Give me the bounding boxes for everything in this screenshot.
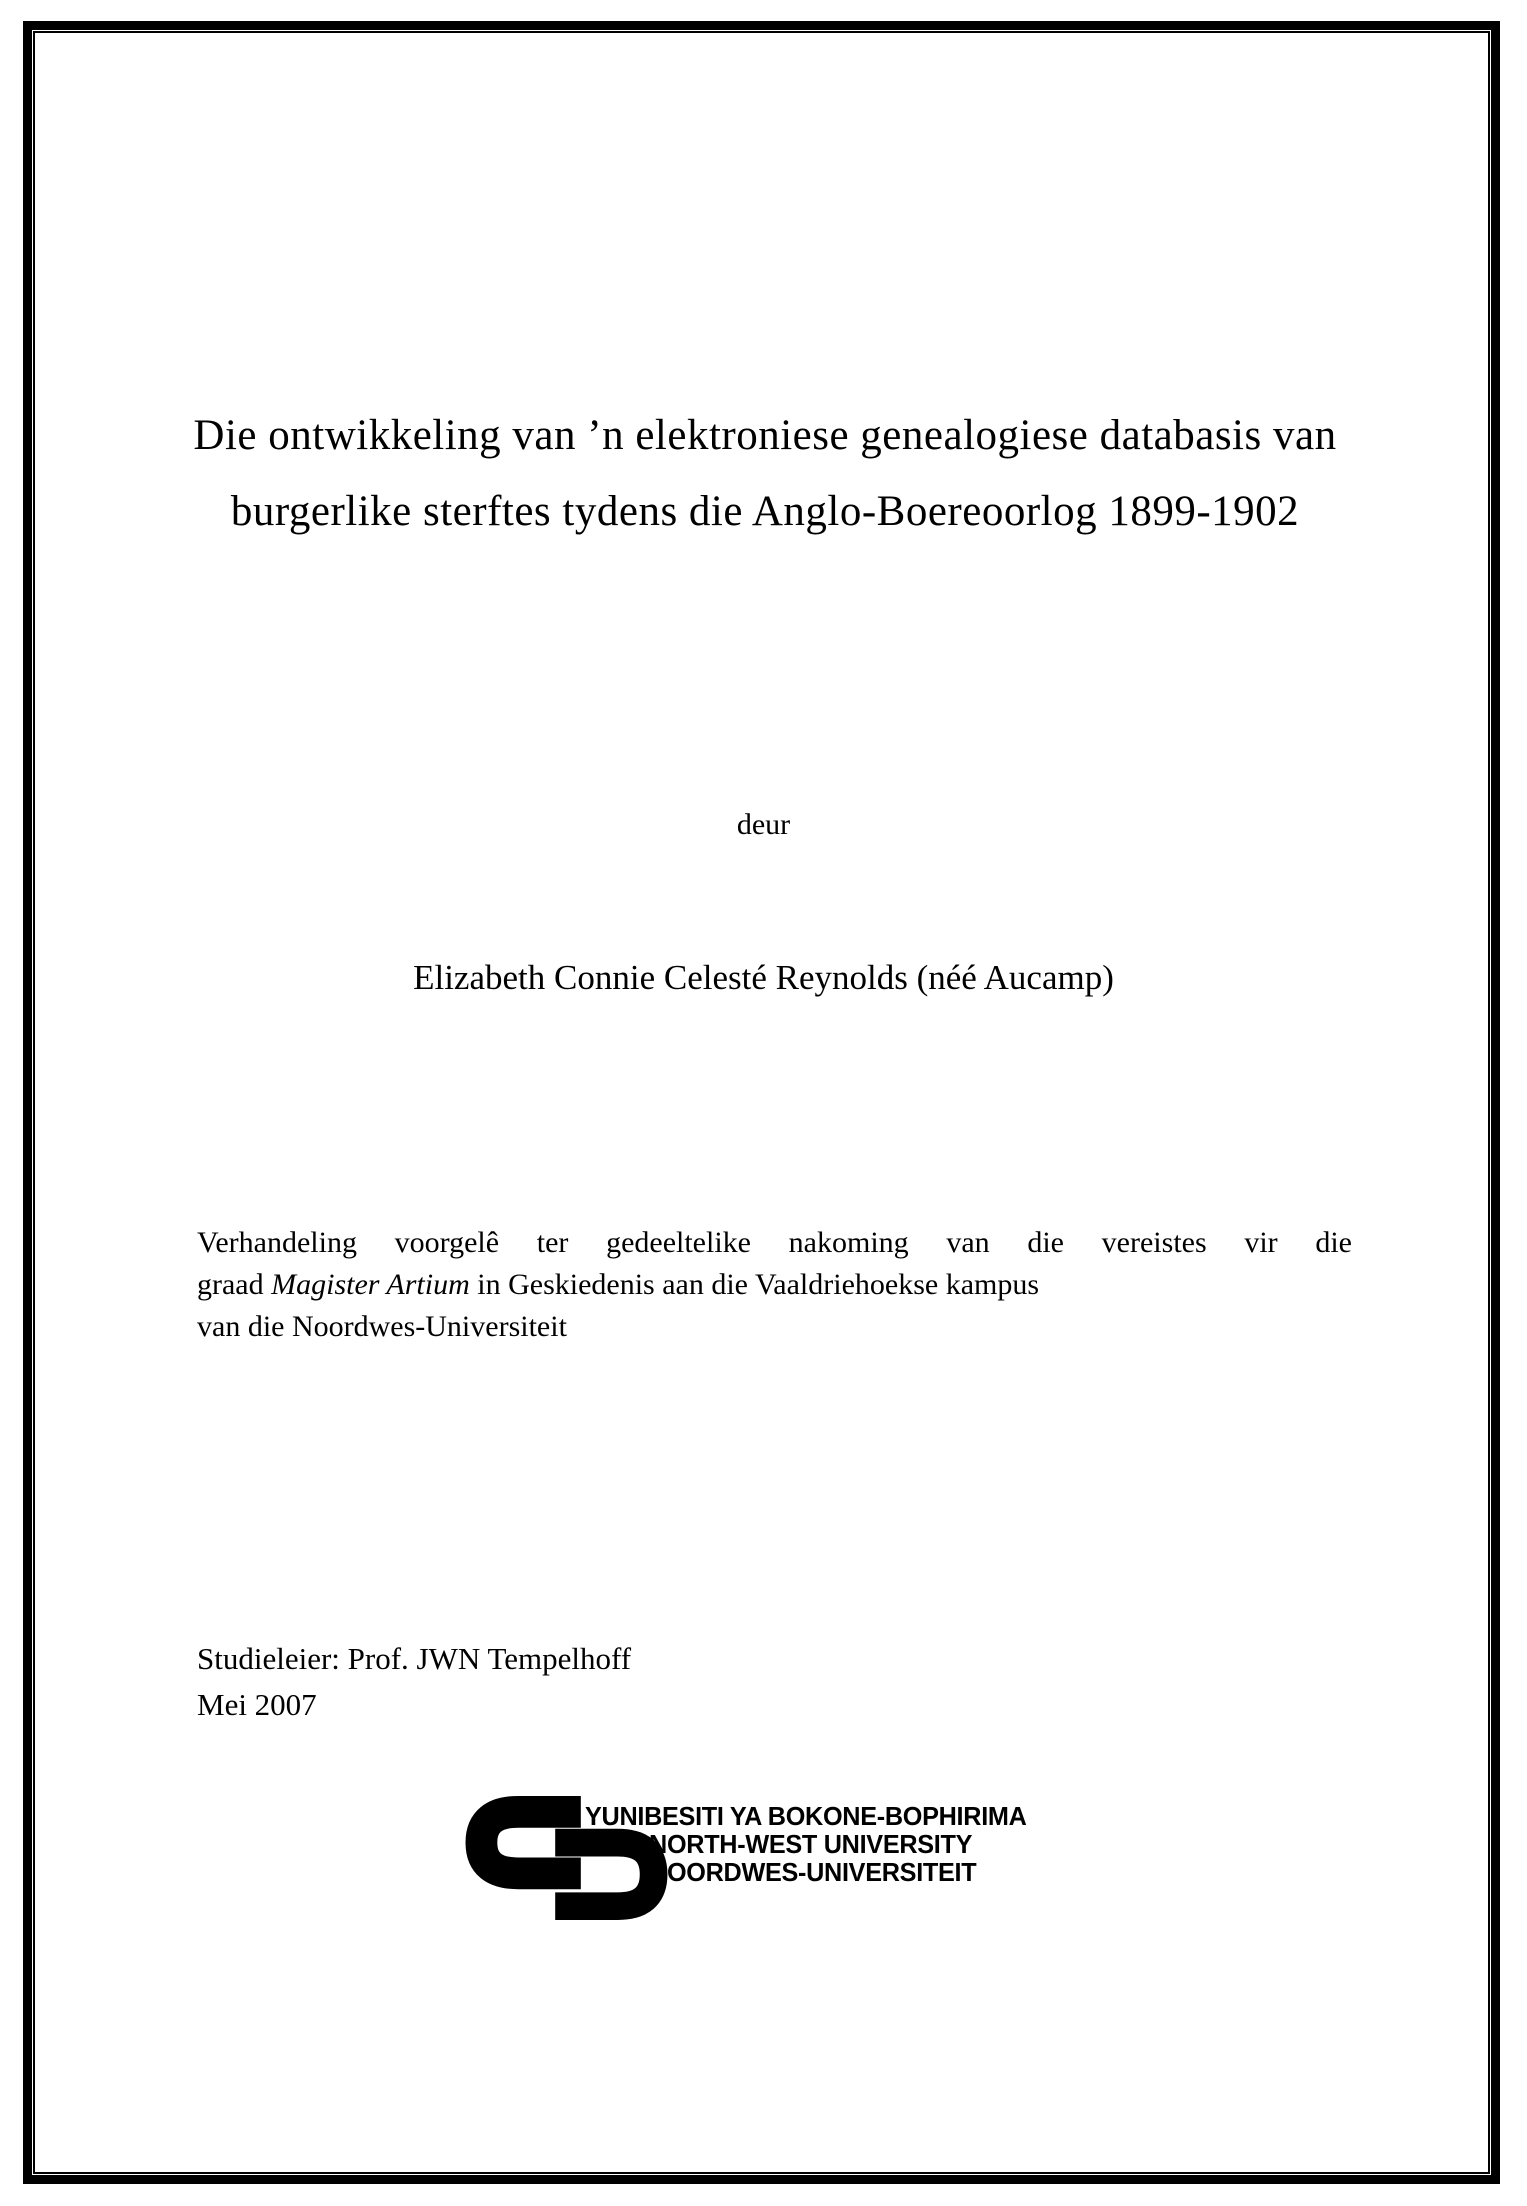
declaration-line3: van die Noordwes-Universiteit: [197, 1310, 567, 1343]
author-name: Elizabeth Connie Celesté Reynolds (néé Aucamp): [413, 958, 1114, 997]
declaration-line2-post: in Geskiedenis aan die Vaaldriehoekse kampus: [469, 1268, 1040, 1301]
logo-line-afrikaans: NOORDWES-UNIVERSITEIT: [649, 1857, 977, 1887]
thesis-title-line2: burgerlike sterftes tydens die Anglo-Boereoorlog 1899-1902: [230, 488, 1300, 535]
degree-name: Magister Artium: [271, 1268, 470, 1301]
declaration-line1: Verhandeling voorgelê ter gedeeltelike nakoming van die vereistes vir die: [197, 1226, 1352, 1259]
declaration-line2: [197, 1264, 1352, 1306]
university-logo-text: [585, 1802, 1027, 1886]
logo-line-setswana: YUNIBESITI YA BOKONE-BOPHIRIMA: [585, 1801, 1027, 1831]
university-logo: [465, 1794, 1085, 1926]
supervisor-line: Studieleier: Prof. JWN Tempelhoff: [197, 1641, 632, 1676]
thesis-title: [120, 398, 1410, 550]
date-line: Mei 2007: [197, 1687, 317, 1722]
declaration-line2-pre: graad: [197, 1268, 272, 1301]
degree-declaration: [197, 1222, 1352, 1348]
thesis-title-line1: Die ontwikkeling van ’n elektroniese genealogiese databasis van: [193, 412, 1337, 459]
supervisor-block: [197, 1636, 1097, 1728]
logo-line-english: NORTH-WEST UNIVERSITY: [649, 1829, 973, 1859]
byline: deur: [736, 808, 791, 841]
